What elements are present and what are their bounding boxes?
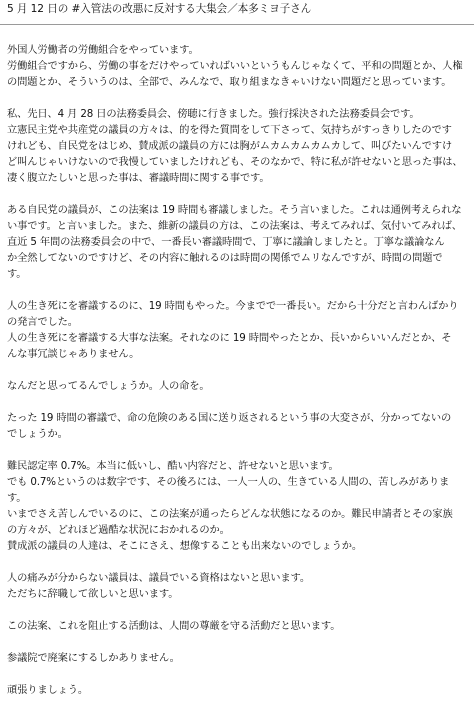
speech-body	[7, 42, 471, 698]
text-line: でしょうか。	[7, 428, 68, 440]
paragraph	[7, 618, 471, 634]
text-line: 難民認定率 0.7%。本当に低いし、酷い内容だと、許せないと思います。	[7, 460, 339, 472]
text-line: 頑張りましょう。	[7, 684, 89, 696]
text-line: いまでさえ苦しんでいるのに、この法案が通ったらどんな状態になるのか。難民申請者とその家族	[7, 508, 453, 520]
paragraph	[7, 570, 471, 602]
page-title: 5 月 12 日の #入管法の改悪に反対する大集会／本多ミヨ子さん	[7, 3, 312, 15]
text-line: の発言でした。	[7, 316, 78, 328]
text-line: ど叫んじゃいけないので我慢していましたけれども、そのなかで、特に私が許せないと思った事は、	[7, 156, 463, 168]
text-line: か全然してないのですけど、その内容に触れるのは時間の関係でムリなんですが、時間の問題で	[7, 252, 443, 264]
paragraph	[7, 298, 471, 362]
text-line: の問題とか、そういうのは、全部で、みんなで、取り組まなきゃいけない問題だと思っています。	[7, 76, 452, 88]
paragraph	[7, 202, 471, 282]
text-line: この法案、これを阻止する活動は、人間の尊厳を守る活動だと思います。	[7, 620, 341, 632]
paragraph	[7, 682, 471, 698]
paragraph	[7, 458, 471, 554]
text-line: 労働組合ですから、労働の事をだけやっていればいいというもんじゃなくて、平和の問題とか、人権	[7, 60, 463, 72]
title-divider	[0, 24, 474, 25]
text-line: 賛成派の議員の人達は、そこにさえ、想像することも出来ないのでしょうか。	[7, 540, 363, 552]
paragraph	[7, 378, 471, 394]
text-line: ある自民党の議員が、この法案は 19 時間も審議しました。そう言いました。これは通例考えられな	[7, 204, 462, 216]
text-line: 人の生き死にを審議する大事な法案。それなのに 19 時間やったとか、長いからいいんだとか、そ	[7, 332, 452, 344]
paragraph	[7, 42, 471, 90]
text-line: でも 0.7%というのは数字です、その後ろには、一人一人の、生きている人間の、苦しみがありま	[7, 476, 450, 488]
text-line: 立憲民主党や共産党の議員の方々は、的を得た質問をして下さって、気持ちがすっきりしたのです	[7, 124, 452, 136]
text-line: たった 19 時間の審議で、命の危険のある国に送り返されるという事の大変さが、分かってないの	[7, 412, 452, 424]
text-line: い事です。と言いました。また、維新の議員の方は、この法案は、考えてみれば、気付いてみれば、	[7, 220, 462, 232]
text-line: 外国人労働者の労働組合をやっています。	[7, 44, 199, 56]
text-line: ただちに辞職して欲しいと思います。	[7, 588, 179, 600]
paragraph	[7, 410, 471, 442]
text-line: 凄く腹立たしいと思った事は、審議時間に関する事です。	[7, 172, 270, 184]
text-line: 参議院で廃案にするしかありません。	[7, 652, 180, 664]
text-line: 人の生き死にを審議するのに、19 時間もやった。今までで一番長い。だから十分だと言わんばかり	[7, 300, 459, 312]
text-line: けれども、自民党をはじめ、賛成派の議員の方には胸がムカムカムカムカして、叫びたいんですけ	[7, 140, 452, 152]
text-line: す。	[7, 492, 27, 504]
text-line: す。	[7, 268, 27, 280]
paragraph	[7, 106, 471, 186]
text-line: なんだと思ってるんでしょうか。人の命を。	[7, 380, 210, 392]
text-line: 私、先日、4 月 28 日の法務委員会、傍聴に行きました。強行採決された法務委員会です。	[7, 108, 420, 120]
text-line: んな事冗談じゃありません。	[7, 348, 140, 360]
text-line: 直近 5 年間の法務委員会の中で、一番長い審議時間で、丁寧に議論しましたと。丁寧な議論なん	[7, 236, 445, 248]
text-line: の方々が、どれほど過酷な状況におかれるのか。	[7, 524, 230, 536]
paragraph	[7, 650, 471, 666]
text-line: 人の痛みが分からない議員は、議員でいる資格はないと思います。	[7, 572, 310, 584]
